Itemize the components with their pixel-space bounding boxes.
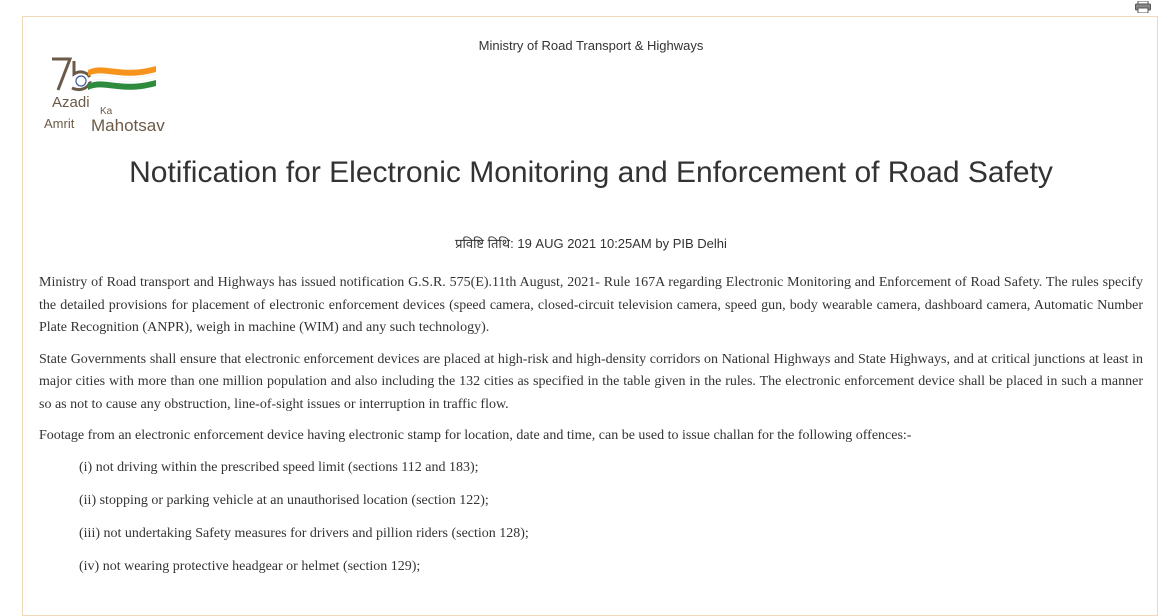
logo-ka: Ka	[100, 106, 113, 117]
logo-azadi: Azadi	[52, 94, 90, 111]
ministry-name: Ministry of Road Transport & Highways	[478, 38, 704, 53]
posted-value: 19 AUG 2021 10:25AM by PIB Delhi	[517, 236, 727, 251]
posted-date	[0, 234, 1162, 252]
paragraph: Ministry of Road transport and Highways has issued notification G.S.R. 575(E).11th August, 2021- Rule 167A regarding Electronic Monitoring and Enforcement of Road Safety. The rules specify the detailed provisions for placement of electronic enforcement devices (speed camera, closed-circuit television camera, speed gun, body wearable camera, dashboard camera, Automatic Number Plate Recognition (ANPR), weigh in machine (WIM) and any such technology).	[39, 275, 1143, 335]
paragraph: State Governments shall ensure that electronic enforcement devices are placed at high-risk and high-density corridors on National Highways and State Highways, and at critical junctions at least in major cities with more than one million population and also including the 132 cities as specified in the table given in the rules. The electronic enforcement device shall be placed in such a manner so as not to cause any obstruction, line-of-sight issues or interruption in traffic flow.	[39, 351, 1143, 412]
logo-mahotsav: Mahotsav	[91, 116, 165, 135]
offence-list	[39, 457, 1143, 579]
azadi-ka-amrit-mahotsav-logo	[44, 56, 194, 140]
offence-item: (iii) not undertaking Safety measures for drivers and pillion riders (section 128);	[79, 525, 529, 541]
offence-item: (ii) stopping or parking vehicle at an unauthorised location (section 122);	[79, 492, 489, 508]
printer-icon[interactable]	[1134, 0, 1152, 12]
posted-label: प्रविष्टि तिथि:	[455, 236, 514, 251]
page-title: Notification for Electronic Monitoring and Enforcement of Road Safety	[129, 156, 1053, 189]
article-body	[39, 272, 1143, 589]
offence-item: (i) not driving within the prescribed speed limit (sections 112 and 183);	[79, 459, 479, 475]
offence-item: (iv) not wearing protective headgear or helmet (section 129);	[79, 558, 421, 574]
paragraph: Footage from an electronic enforcement device having electronic stamp for location, date and time, can be used to issue challan for the following offences:-	[39, 428, 912, 443]
logo-amrit: Amrit	[44, 116, 75, 131]
